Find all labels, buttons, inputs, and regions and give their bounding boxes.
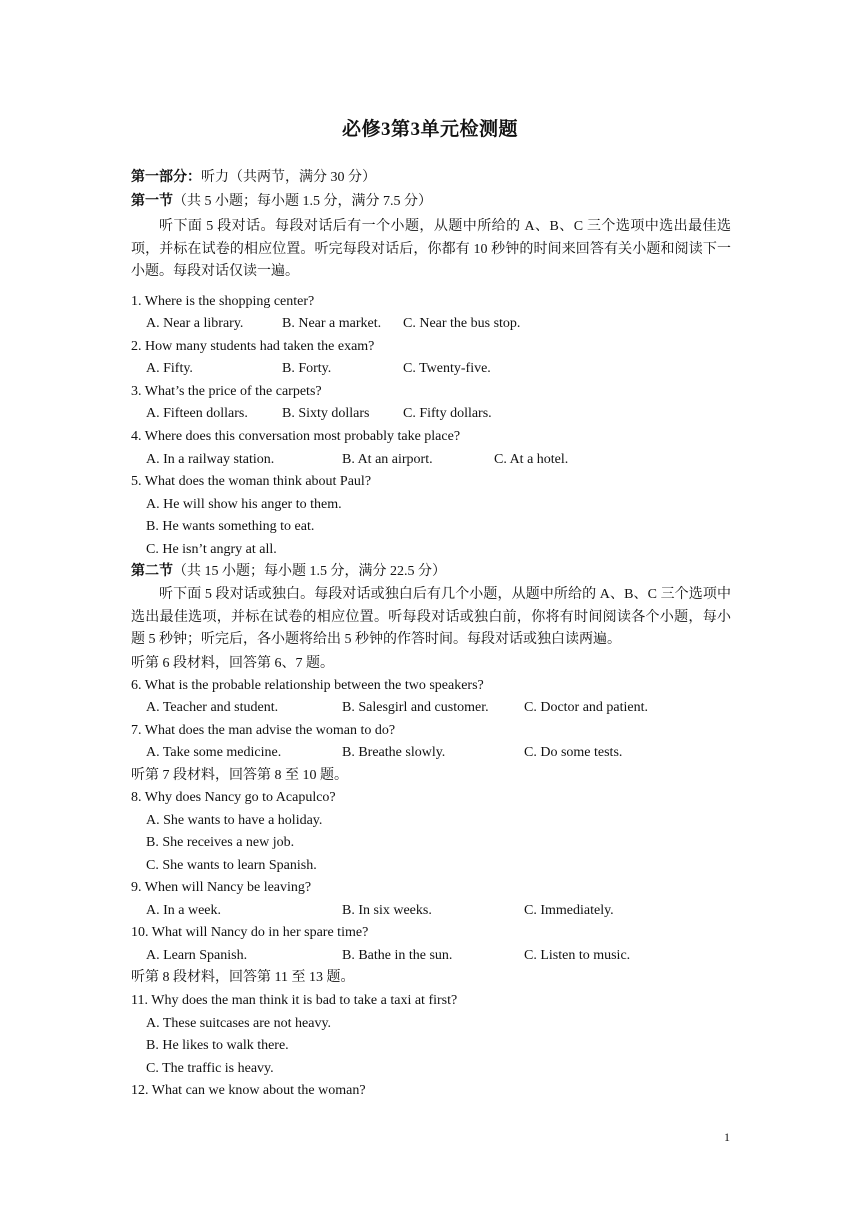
- q10-option-b: B. Bathe in the sun.: [342, 948, 453, 963]
- q1-option-b: B. Near a market.: [282, 316, 382, 331]
- question-5: 5. What does the woman think about Paul?: [131, 474, 372, 489]
- q9-option-a: A. In a week.: [146, 903, 222, 918]
- q4-option-a: A. In a railway station.: [146, 452, 275, 467]
- q10-option-a: A. Learn Spanish.: [146, 948, 248, 963]
- q7-option-a: A. Take some medicine.: [146, 745, 282, 760]
- q1-option-c: C. Near the bus stop.: [403, 316, 521, 331]
- q8-option-a: A. She wants to have a holiday.: [146, 813, 323, 828]
- question-11: 11. Why does the man think it is bad to take a taxi at first?: [131, 993, 458, 1008]
- question-1: 1. Where is the shopping center?: [131, 294, 315, 309]
- q7-option-b: B. Breathe slowly.: [342, 745, 446, 760]
- question-4: 4. Where does this conversation most probably take place?: [131, 429, 461, 444]
- q3-option-a: A. Fifteen dollars.: [146, 406, 248, 421]
- material-6-note: 听第 6 段材料，回答第 6、7 题。: [131, 656, 334, 671]
- section2-heading: [131, 561, 446, 583]
- section1-instructions: 听下面 5 段对话。每段对话后有一个小题，从题中所给的 A、B、C 三个选项中选出最佳选项，并标在试卷的相应位置。听完每段对话后，你都有 10 秒钟的时间来回答有关小题和阅读下一小题。每段对话仅读一遍。: [131, 219, 731, 280]
- q11-option-c: C. The traffic is heavy.: [146, 1061, 274, 1076]
- q2-option-c: C. Twenty-five.: [403, 361, 491, 376]
- section2-instructions: 听下面 5 段对话或独白。每段对话或独白后有几个小题，从题中所给的 A、B、C 三个选项中选出最佳选项，并标在试卷的相应位置。听每段对话或独白前，你将有时间阅读各个小题，每小题 5 秒钟；听完后，各小题将给出 5 秒钟的作答时间。每段对话或独白读两遍。: [131, 587, 731, 648]
- question-6: 6. What is the probable relationship between the two speakers?: [131, 678, 484, 693]
- part1-text: 听力（共两节，满分 30 分）: [201, 170, 376, 185]
- q7-option-c: C. Do some tests.: [524, 745, 623, 760]
- page-number: 1: [724, 1130, 730, 1144]
- question-9: 9. When will Nancy be leaving?: [131, 880, 312, 895]
- page-title: 必修3第3单元检测题: [341, 119, 518, 140]
- q9-option-c: C. Immediately.: [524, 903, 614, 918]
- q1-option-a: A. Near a library.: [146, 316, 244, 331]
- q6-option-b: B. Salesgirl and customer.: [342, 700, 489, 715]
- part1-heading: [131, 167, 376, 189]
- q6-option-c: C. Doctor and patient.: [524, 700, 649, 715]
- q5-option-b: B. He wants something to eat.: [146, 519, 315, 534]
- material-7-note: 听第 7 段材料，回答第 8 至 10 题。: [131, 768, 348, 783]
- question-7: 7. What does the man advise the woman to do?: [131, 723, 396, 738]
- q2-option-b: B. Forty.: [282, 361, 332, 376]
- section2-text: （共 15 小题；每小题 1.5 分，满分 22.5 分）: [173, 564, 446, 579]
- q6-option-a: A. Teacher and student.: [146, 700, 279, 715]
- q9-option-b: B. In six weeks.: [342, 903, 432, 918]
- question-2: 2. How many students had taken the exam?: [131, 339, 375, 354]
- section1-label: 第一节: [131, 194, 173, 209]
- question-8: 8. Why does Nancy go to Acapulco?: [131, 790, 336, 805]
- material-8-note: 听第 8 段材料，回答第 11 至 13 题。: [131, 970, 355, 985]
- q3-option-b: B. Sixty dollars: [282, 406, 370, 421]
- q11-option-b: B. He likes to walk there.: [146, 1038, 289, 1053]
- q4-option-c: C. At a hotel.: [494, 452, 569, 467]
- question-3: 3. What’s the price of the carpets?: [131, 384, 322, 399]
- q4-option-b: B. At an airport.: [342, 452, 433, 467]
- q8-option-c: C. She wants to learn Spanish.: [146, 858, 317, 873]
- q10-option-c: C. Listen to music.: [524, 948, 631, 963]
- question-12: 12. What can we know about the woman?: [131, 1083, 366, 1098]
- q5-option-c: C. He isn’t angry at all.: [146, 542, 277, 557]
- section2-label: 第二节: [131, 564, 173, 579]
- section1-text: （共 5 小题；每小题 1.5 分，满分 7.5 分）: [173, 194, 432, 209]
- q11-option-a: A. These suitcases are not heavy.: [146, 1016, 332, 1031]
- question-10: 10. What will Nancy do in her spare time?: [131, 925, 369, 940]
- q3-option-c: C. Fifty dollars.: [403, 406, 492, 421]
- section1-heading: [131, 191, 432, 213]
- q2-option-a: A. Fifty.: [146, 361, 193, 376]
- part1-label: 第一部分：: [131, 170, 201, 185]
- q8-option-b: B. She receives a new job.: [146, 835, 295, 850]
- q5-option-a: A. He will show his anger to them.: [146, 497, 342, 512]
